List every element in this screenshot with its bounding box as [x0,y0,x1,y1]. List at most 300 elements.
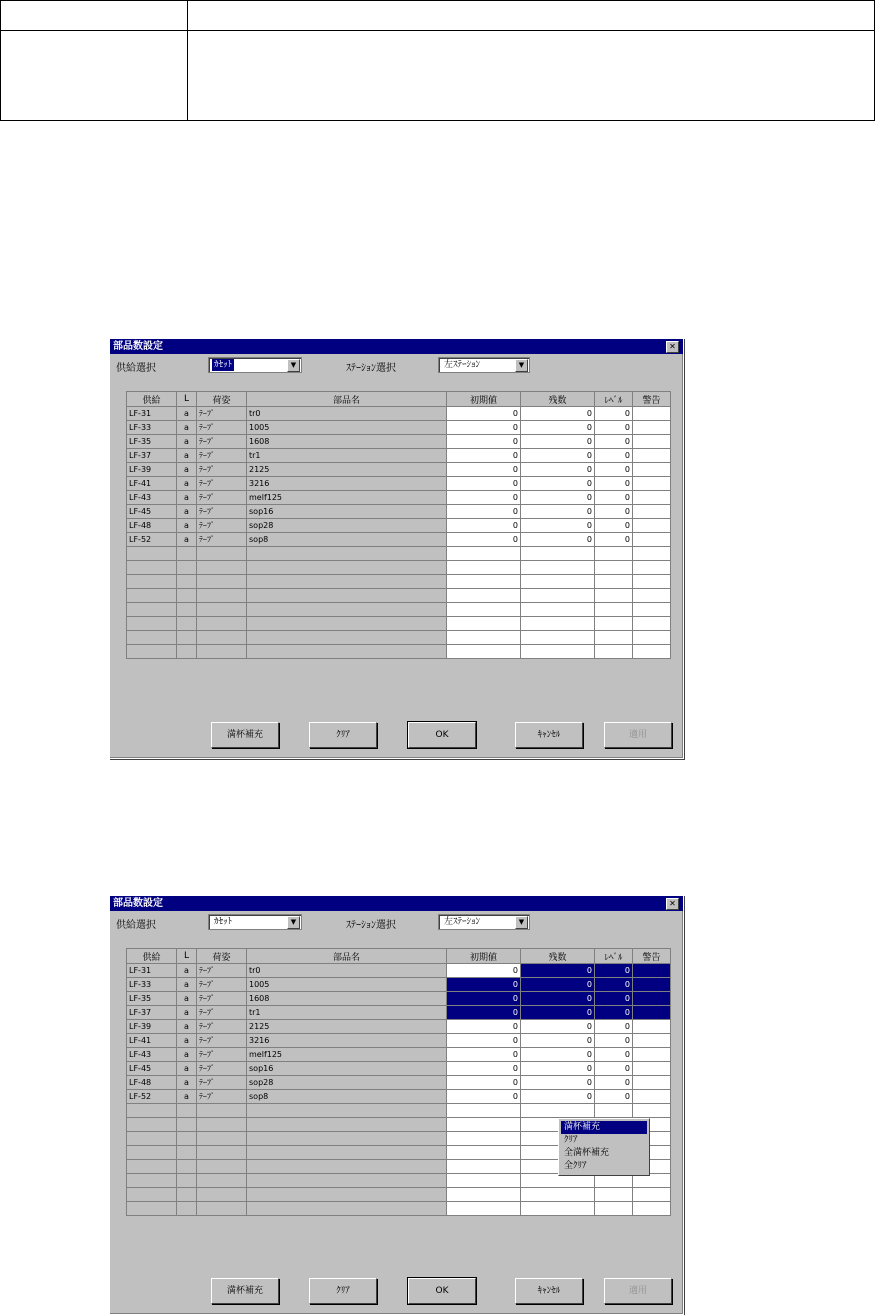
table-cell: LF-43 [127,1048,177,1062]
table-row[interactable] [127,631,671,645]
table-cell[interactable] [521,617,595,631]
cancel-button[interactable]: ｷｬﾝｾﾙ [515,1278,583,1304]
table-cell[interactable] [633,1020,671,1034]
ok-button[interactable]: OK [408,1278,476,1304]
table-cell[interactable] [633,435,671,449]
context-menu-item[interactable]: 満杯補充 [561,1121,647,1134]
table-row[interactable] [127,533,671,547]
parts-grid[interactable] [126,391,671,659]
table-cell[interactable]: 0 [521,519,595,533]
table-row[interactable] [127,1062,671,1076]
table-cell [197,1174,247,1188]
table-cell[interactable] [521,547,595,561]
table-cell: ﾃｰﾌﾟ [197,491,247,505]
table-cell[interactable] [633,463,671,477]
table-cell: a [177,1020,197,1034]
table-cell[interactable] [633,547,671,561]
table-cell[interactable]: 0 [595,1020,633,1034]
table-cell[interactable]: 0 [447,992,521,1006]
table-cell[interactable] [595,575,633,589]
table-cell: tr1 [247,1006,447,1020]
table-row[interactable] [127,477,671,491]
chevron-down-icon[interactable]: ▼ [287,916,300,929]
table-cell [177,1202,197,1216]
table-cell[interactable] [633,645,671,659]
table-cell: ﾃｰﾌﾟ [197,964,247,978]
chevron-down-icon[interactable]: ▼ [515,916,528,929]
table-cell: a [177,435,197,449]
column-header[interactable]: 初期値 [447,949,521,964]
table-cell [127,1132,177,1146]
header-cell-left-2 [1,31,188,121]
table-cell [247,1132,447,1146]
table-cell: ﾃｰﾌﾟ [197,1006,247,1020]
column-header[interactable]: 部品名 [247,392,447,407]
table-cell: LF-52 [127,1090,177,1104]
table-cell: melf125 [247,491,447,505]
table-cell [197,1132,247,1146]
cancel-button[interactable]: ｷｬﾝｾﾙ [515,722,583,748]
table-cell [247,1188,447,1202]
table-row[interactable] [127,1034,671,1048]
dialog-titlebar [110,896,683,911]
table-cell[interactable] [447,617,521,631]
table-cell[interactable]: 0 [595,1062,633,1076]
table-cell[interactable]: 0 [447,435,521,449]
table-cell [127,575,177,589]
table-cell[interactable]: 0 [595,964,633,978]
table-cell[interactable] [447,575,521,589]
table-cell[interactable] [521,575,595,589]
table-cell[interactable] [633,1048,671,1062]
table-cell: ﾃｰﾌﾟ [197,1034,247,1048]
clear-button[interactable]: ｸﾘｱ [309,722,377,748]
table-cell: ﾃｰﾌﾟ [197,992,247,1006]
table-cell: 1608 [247,992,447,1006]
table-cell[interactable]: 0 [521,1020,595,1034]
table-cell[interactable]: 0 [447,1020,521,1034]
table-row[interactable] [127,1104,671,1118]
table-cell [247,1174,447,1188]
feeder-select[interactable] [208,357,302,373]
table-cell[interactable]: 0 [521,407,595,421]
table-cell[interactable]: 0 [521,435,595,449]
table-row[interactable] [127,1188,671,1202]
table-cell[interactable] [633,1202,671,1216]
table-cell[interactable] [447,1118,521,1132]
table-cell [177,575,197,589]
table-cell[interactable]: 0 [521,1076,595,1090]
table-cell[interactable] [595,1188,633,1202]
table-cell [127,645,177,659]
table-cell[interactable] [447,589,521,603]
table-cell[interactable] [595,603,633,617]
table-cell[interactable]: 0 [521,449,595,463]
table-cell: ﾃｰﾌﾟ [197,533,247,547]
column-header[interactable]: 供給 [127,392,177,407]
table-cell [177,589,197,603]
table-cell[interactable] [633,1090,671,1104]
column-header[interactable]: L [177,392,197,407]
table-cell[interactable]: 0 [521,1034,595,1048]
table-cell: LF-39 [127,1020,177,1034]
table-cell[interactable] [521,603,595,617]
table-cell[interactable] [447,1188,521,1202]
table-cell[interactable]: 0 [447,449,521,463]
table-cell: a [177,491,197,505]
table-cell [197,1118,247,1132]
column-header[interactable]: 供給 [127,949,177,964]
table-cell[interactable] [633,421,671,435]
column-header[interactable]: 警告 [633,949,671,964]
table-cell [127,1174,177,1188]
station-select-label: ｽﾃｰｼｮﾝ選択 [346,920,396,931]
table-cell[interactable] [633,978,671,992]
table-row[interactable] [127,407,671,421]
table-cell[interactable]: 0 [595,1006,633,1020]
column-header[interactable]: 部品名 [247,949,447,964]
table-cell: LF-48 [127,519,177,533]
table-row[interactable] [127,491,671,505]
column-header[interactable]: 残数 [521,949,595,964]
table-cell[interactable]: 0 [521,978,595,992]
table-row[interactable] [127,964,671,978]
table-cell[interactable] [633,1076,671,1090]
table-cell: LF-35 [127,435,177,449]
table-cell[interactable] [633,589,671,603]
table-cell[interactable]: 0 [447,1048,521,1062]
column-header[interactable]: 警告 [633,392,671,407]
table-cell: tr1 [247,449,447,463]
table-row[interactable] [127,992,671,1006]
table-cell[interactable] [447,1202,521,1216]
table-cell[interactable] [633,575,671,589]
column-header[interactable]: 荷姿 [197,392,247,407]
context-menu-item[interactable]: ｸﾘｱ [564,1135,578,1145]
table-cell[interactable] [633,505,671,519]
table-cell[interactable] [521,631,595,645]
table-cell[interactable] [447,1132,521,1146]
table-cell[interactable]: 0 [521,964,595,978]
table-cell[interactable]: 0 [521,1048,595,1062]
table-cell: a [177,533,197,547]
table-cell: LF-41 [127,1034,177,1048]
table-cell: LF-41 [127,477,177,491]
column-header[interactable]: 残数 [521,392,595,407]
table-cell[interactable]: 0 [595,1076,633,1090]
table-cell: LF-33 [127,978,177,992]
table-cell [197,1202,247,1216]
table-row[interactable] [127,589,671,603]
table-cell[interactable]: 0 [521,477,595,491]
context-menu [558,1118,650,1176]
table-cell [127,603,177,617]
table-cell[interactable] [447,645,521,659]
table-cell[interactable] [633,561,671,575]
column-header[interactable]: 荷姿 [197,949,247,964]
context-menu-item[interactable]: 全ｸﾘｱ [564,1161,587,1171]
table-cell: a [177,449,197,463]
table-row[interactable] [127,1048,671,1062]
table-cell[interactable]: 0 [595,449,633,463]
feeder-select[interactable] [208,914,302,930]
parts-count-dialog-2 [109,895,684,1315]
table-row[interactable] [127,617,671,631]
table-cell[interactable]: 0 [521,533,595,547]
close-icon[interactable]: ✕ [666,341,679,353]
table-row[interactable] [127,505,671,519]
table-cell: ﾃｰﾌﾟ [197,978,247,992]
table-cell [177,1132,197,1146]
table-cell: LF-45 [127,505,177,519]
table-cell[interactable]: 0 [447,491,521,505]
table-cell[interactable]: 0 [595,477,633,491]
table-cell[interactable] [521,1202,595,1216]
table-cell[interactable] [633,603,671,617]
table-cell: sop16 [247,1062,447,1076]
table-cell[interactable] [595,1104,633,1118]
table-cell[interactable] [633,1062,671,1076]
table-cell[interactable]: 0 [595,978,633,992]
table-cell[interactable]: 0 [521,1062,595,1076]
chevron-down-icon[interactable]: ▼ [515,359,528,372]
table-cell[interactable] [447,561,521,575]
table-cell[interactable]: 0 [447,1062,521,1076]
table-cell[interactable]: 0 [447,1034,521,1048]
table-cell: a [177,505,197,519]
table-cell: a [177,1006,197,1020]
table-cell: sop16 [247,505,447,519]
table-cell: ﾃｰﾌﾟ [197,449,247,463]
table-cell: ﾃｰﾌﾟ [197,505,247,519]
table-cell[interactable] [633,407,671,421]
selection-row [110,911,683,933]
table-cell[interactable] [521,1188,595,1202]
table-cell[interactable] [633,519,671,533]
station-select-value: 左ｽﾃｰｼｮﾝ [444,917,481,927]
table-cell[interactable] [633,1188,671,1202]
table-cell[interactable] [633,1034,671,1048]
table-row[interactable] [127,575,671,589]
table-row[interactable] [127,421,671,435]
table-cell[interactable] [633,964,671,978]
table-row[interactable] [127,1076,671,1090]
table-cell[interactable] [633,491,671,505]
table-cell: a [177,477,197,491]
table-cell[interactable] [633,617,671,631]
table-row[interactable] [127,547,671,561]
table-cell[interactable] [595,547,633,561]
table-row[interactable] [127,561,671,575]
table-row[interactable] [127,463,671,477]
column-header[interactable]: 初期値 [447,392,521,407]
table-cell[interactable] [447,1174,521,1188]
table-cell[interactable]: 0 [447,1076,521,1090]
table-cell [247,1118,447,1132]
column-header[interactable]: ﾚﾍﾞﾙ [595,392,633,407]
context-menu-item[interactable]: 全満杯補充 [564,1148,610,1158]
table-cell: LF-31 [127,964,177,978]
column-header[interactable]: ﾚﾍﾞﾙ [595,949,633,964]
table-cell[interactable] [521,1104,595,1118]
ok-button[interactable]: OK [408,722,476,748]
table-cell[interactable] [595,617,633,631]
table-cell[interactable]: 0 [595,1048,633,1062]
table-cell[interactable]: 0 [595,407,633,421]
table-cell: 2125 [247,1020,447,1034]
parts-count-dialog-1 [109,338,684,759]
table-cell[interactable]: 0 [595,992,633,1006]
apply-button[interactable]: 適用 [604,1278,672,1304]
table-cell[interactable]: 0 [447,1006,521,1020]
table-cell[interactable] [633,533,671,547]
table-cell[interactable] [447,1146,521,1160]
fill-button[interactable]: 満杯補充 [211,722,279,748]
close-icon[interactable]: ✕ [666,898,679,910]
clear-button[interactable]: ｸﾘｱ [309,1278,377,1304]
table-cell[interactable]: 0 [595,1034,633,1048]
table-cell[interactable]: 0 [595,491,633,505]
table-cell: ﾃｰﾌﾟ [197,435,247,449]
chevron-down-icon[interactable]: ▼ [287,359,300,372]
table-cell[interactable] [595,1202,633,1216]
table-cell[interactable]: 0 [447,505,521,519]
table-row[interactable] [127,519,671,533]
table-cell[interactable] [447,631,521,645]
table-row[interactable] [127,449,671,463]
table-cell[interactable]: 0 [521,505,595,519]
table-row[interactable] [127,603,671,617]
station-select[interactable] [438,357,530,373]
table-cell[interactable]: 0 [595,533,633,547]
table-cell[interactable] [521,645,595,659]
table-cell[interactable] [521,561,595,575]
table-cell[interactable] [595,589,633,603]
table-cell: LF-31 [127,407,177,421]
table-cell[interactable]: 0 [447,978,521,992]
table-cell[interactable]: 0 [447,463,521,477]
table-cell[interactable]: 0 [447,964,521,978]
table-row[interactable] [127,1020,671,1034]
table-cell: LF-52 [127,533,177,547]
table-cell[interactable] [447,1104,521,1118]
table-cell[interactable]: 0 [595,1090,633,1104]
table-cell[interactable]: 0 [447,519,521,533]
table-cell[interactable]: 0 [595,435,633,449]
table-row[interactable] [127,645,671,659]
table-cell [127,589,177,603]
table-cell[interactable]: 0 [447,1090,521,1104]
table-cell: a [177,463,197,477]
table-cell: sop8 [247,533,447,547]
table-cell [177,1174,197,1188]
table-cell: ﾃｰﾌﾟ [197,1090,247,1104]
table-cell: sop8 [247,1090,447,1104]
table-row[interactable] [127,1090,671,1104]
table-cell [197,575,247,589]
table-cell[interactable] [447,603,521,617]
table-cell: LF-45 [127,1062,177,1076]
table-cell[interactable] [521,589,595,603]
table-cell [247,1104,447,1118]
table-cell [177,1104,197,1118]
fill-button[interactable]: 満杯補充 [211,1278,279,1304]
table-cell [247,1202,447,1216]
feeder-select-label: 供給選択 [116,363,156,374]
table-cell [197,1160,247,1174]
table-cell: 1005 [247,978,447,992]
table-cell: 3216 [247,477,447,491]
table-row[interactable] [127,435,671,449]
table-cell [247,589,447,603]
table-cell: a [177,1090,197,1104]
table-cell[interactable] [633,1006,671,1020]
table-cell[interactable]: 0 [521,491,595,505]
table-cell: a [177,1076,197,1090]
station-select-label: ｽﾃｰｼｮﾝ選択 [346,363,396,374]
table-cell [177,603,197,617]
table-cell[interactable]: 0 [447,477,521,491]
table-cell: a [177,978,197,992]
table-cell: a [177,1048,197,1062]
table-cell: 1005 [247,421,447,435]
table-cell[interactable]: 0 [521,992,595,1006]
table-cell[interactable] [447,547,521,561]
table-cell[interactable]: 0 [447,421,521,435]
table-cell[interactable] [595,645,633,659]
table-row[interactable] [127,1006,671,1020]
table-cell [197,645,247,659]
table-cell[interactable]: 0 [595,463,633,477]
table-cell[interactable] [447,1160,521,1174]
table-row[interactable] [127,978,671,992]
table-cell: LF-35 [127,992,177,1006]
table-cell [247,547,447,561]
table-row[interactable] [127,1202,671,1216]
table-cell[interactable] [595,561,633,575]
dialog-titlebar [110,339,683,354]
table-cell[interactable] [633,992,671,1006]
table-cell: a [177,407,197,421]
table-cell [247,631,447,645]
apply-button[interactable]: 適用 [604,722,672,748]
table-cell: LF-48 [127,1076,177,1090]
table-cell[interactable] [595,631,633,645]
table-cell: a [177,992,197,1006]
table-cell[interactable]: 0 [521,421,595,435]
table-cell[interactable]: 0 [447,533,521,547]
station-select[interactable] [438,914,530,930]
table-cell[interactable]: 0 [521,463,595,477]
table-cell[interactable]: 0 [521,1090,595,1104]
table-cell: LF-37 [127,1006,177,1020]
header-cell-right-2 [188,31,875,121]
table-cell[interactable]: 0 [595,421,633,435]
table-cell[interactable]: 0 [595,505,633,519]
feeder-select-label: 供給選択 [116,920,156,931]
column-header[interactable]: L [177,949,197,964]
table-cell[interactable] [633,477,671,491]
table-cell: LF-33 [127,421,177,435]
table-cell: a [177,519,197,533]
table-cell[interactable]: 0 [447,407,521,421]
table-cell[interactable] [633,449,671,463]
table-cell[interactable]: 0 [595,519,633,533]
table-cell[interactable] [633,1104,671,1118]
table-cell [127,1104,177,1118]
table-cell[interactable]: 0 [521,1006,595,1020]
table-cell[interactable] [633,631,671,645]
